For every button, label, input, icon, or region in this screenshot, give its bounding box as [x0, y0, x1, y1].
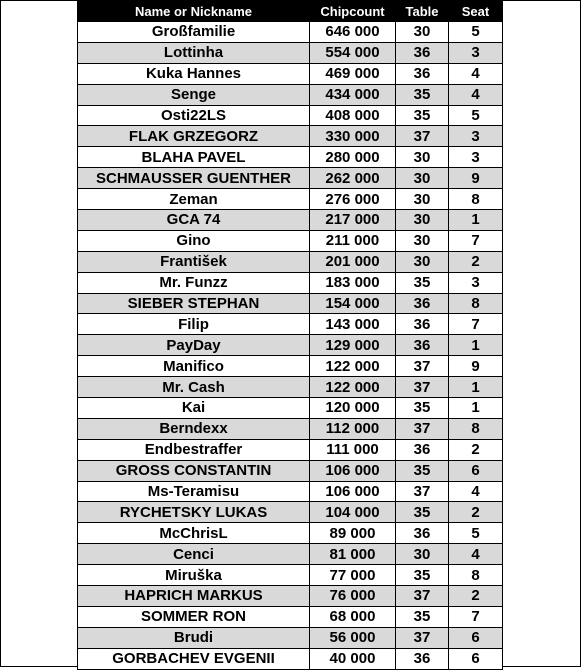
header-seat: Seat: [449, 2, 503, 22]
table-row: [78, 586, 503, 607]
table-row: [78, 606, 503, 627]
seat-number-cell: 5: [449, 105, 503, 126]
table-row: [78, 398, 503, 419]
table-number-cell: 36: [396, 439, 449, 460]
chipcount-cell: 106 000: [310, 460, 396, 481]
table-number-cell: 30: [396, 210, 449, 231]
table-number-cell: 37: [396, 126, 449, 147]
table-number-cell: 36: [396, 63, 449, 84]
table-row: [78, 565, 503, 586]
chipcount-cell: 89 000: [310, 523, 396, 544]
table-number-cell: 30: [396, 251, 449, 272]
player-name-cell: SOMMER RON: [78, 606, 310, 627]
chipcount-cell: 554 000: [310, 42, 396, 63]
seat-number-cell: 5: [449, 22, 503, 43]
table-row: [78, 230, 503, 251]
table-row: [78, 523, 503, 544]
player-name-cell: PayDay: [78, 335, 310, 356]
chipcount-cell: 201 000: [310, 251, 396, 272]
player-name-cell: Großfamilie: [78, 22, 310, 43]
seat-number-cell: 5: [449, 523, 503, 544]
seat-number-cell: 7: [449, 314, 503, 335]
table-row: [78, 627, 503, 648]
seat-number-cell: 9: [449, 356, 503, 377]
table-number-cell: 30: [396, 189, 449, 210]
seat-number-cell: 2: [449, 251, 503, 272]
chipcount-cell: 280 000: [310, 147, 396, 168]
chipcount-cell: 129 000: [310, 335, 396, 356]
table-number-cell: 37: [396, 356, 449, 377]
table-row: [78, 22, 503, 43]
seat-number-cell: 1: [449, 335, 503, 356]
table-number-cell: 30: [396, 230, 449, 251]
table-number-cell: 36: [396, 335, 449, 356]
player-name-cell: RYCHETSKY LUKAS: [78, 502, 310, 523]
player-name-cell: Kuka Hannes: [78, 63, 310, 84]
chipcount-cell: 408 000: [310, 105, 396, 126]
player-name-cell: FLAK GRZEGORZ: [78, 126, 310, 147]
chipcount-cell: 81 000: [310, 544, 396, 565]
seat-number-cell: 4: [449, 481, 503, 502]
table-row: [78, 168, 503, 189]
seat-number-cell: 8: [449, 418, 503, 439]
table-row: [78, 105, 503, 126]
player-name-cell: GORBACHEV EVGENII: [78, 648, 310, 669]
player-name-cell: Filip: [78, 314, 310, 335]
player-name-cell: Brudi: [78, 627, 310, 648]
table-row: [78, 84, 503, 105]
table-number-cell: 37: [396, 418, 449, 439]
seat-number-cell: 6: [449, 648, 503, 669]
table-row: [78, 439, 503, 460]
table-row: [78, 210, 503, 231]
player-name-cell: Senge: [78, 84, 310, 105]
chipcount-cell: 434 000: [310, 84, 396, 105]
seat-number-cell: 3: [449, 126, 503, 147]
table-number-cell: 30: [396, 22, 449, 43]
table-row: [78, 147, 503, 168]
table-row: [78, 481, 503, 502]
chipcount-cell: 183 000: [310, 272, 396, 293]
header-table: Table: [396, 2, 449, 22]
player-name-cell: SCHMAUSSER GUENTHER: [78, 168, 310, 189]
seat-number-cell: 8: [449, 293, 503, 314]
player-name-cell: Cenci: [78, 544, 310, 565]
seat-number-cell: 3: [449, 42, 503, 63]
table-row: [78, 544, 503, 565]
player-name-cell: McChrisL: [78, 523, 310, 544]
table-row: [78, 418, 503, 439]
seat-number-cell: 2: [449, 439, 503, 460]
table-number-cell: 35: [396, 84, 449, 105]
header-chipcount: Chipcount: [310, 2, 396, 22]
table-row: [78, 502, 503, 523]
table-row: [78, 251, 503, 272]
table-number-cell: 30: [396, 168, 449, 189]
player-name-cell: Ms-Teramisu: [78, 481, 310, 502]
seat-number-cell: 1: [449, 398, 503, 419]
table-body: [78, 22, 503, 670]
chipcount-cell: 211 000: [310, 230, 396, 251]
table-number-cell: 35: [396, 105, 449, 126]
table-row: [78, 460, 503, 481]
chipcount-cell: 68 000: [310, 606, 396, 627]
table-number-cell: 35: [396, 565, 449, 586]
chipcount-cell: 122 000: [310, 377, 396, 398]
player-name-cell: Gino: [78, 230, 310, 251]
seat-number-cell: 2: [449, 502, 503, 523]
chipcount-cell: 104 000: [310, 502, 396, 523]
seat-number-cell: 9: [449, 168, 503, 189]
chipcount-table: [77, 1, 503, 670]
table-header: [78, 2, 503, 22]
seat-number-cell: 8: [449, 565, 503, 586]
seat-number-cell: 1: [449, 377, 503, 398]
player-name-cell: Lottinha: [78, 42, 310, 63]
table-row: [78, 189, 503, 210]
header-name: Name or Nickname: [78, 2, 310, 22]
chipcount-cell: 330 000: [310, 126, 396, 147]
player-name-cell: Osti22LS: [78, 105, 310, 126]
chipcount-cell: 143 000: [310, 314, 396, 335]
player-name-cell: Mr. Cash: [78, 377, 310, 398]
table-number-cell: 37: [396, 627, 449, 648]
table-number-cell: 35: [396, 606, 449, 627]
player-name-cell: Zeman: [78, 189, 310, 210]
table-row: [78, 63, 503, 84]
chipcount-cell: 120 000: [310, 398, 396, 419]
table-row: [78, 314, 503, 335]
table-row: [78, 272, 503, 293]
table-number-cell: 37: [396, 481, 449, 502]
player-name-cell: Endbestraffer: [78, 439, 310, 460]
seat-number-cell: 4: [449, 84, 503, 105]
table-row: [78, 293, 503, 314]
chipcount-cell: 56 000: [310, 627, 396, 648]
chipcount-cell: 122 000: [310, 356, 396, 377]
seat-number-cell: 4: [449, 63, 503, 84]
table-number-cell: 30: [396, 147, 449, 168]
chipcount-cell: 106 000: [310, 481, 396, 502]
player-name-cell: GCA 74: [78, 210, 310, 231]
chipcount-cell: 112 000: [310, 418, 396, 439]
chipcount-cell: 40 000: [310, 648, 396, 669]
chipcount-cell: 77 000: [310, 565, 396, 586]
table-number-cell: 37: [396, 586, 449, 607]
table-number-cell: 37: [396, 377, 449, 398]
chipcount-cell: 111 000: [310, 439, 396, 460]
table-number-cell: 35: [396, 502, 449, 523]
table-row: [78, 42, 503, 63]
table-number-cell: 36: [396, 42, 449, 63]
seat-number-cell: 7: [449, 606, 503, 627]
header-row: [78, 2, 503, 22]
chipcount-cell: 217 000: [310, 210, 396, 231]
seat-number-cell: 6: [449, 627, 503, 648]
seat-number-cell: 3: [449, 147, 503, 168]
table-number-cell: 36: [396, 648, 449, 669]
player-name-cell: František: [78, 251, 310, 272]
table-row: [78, 126, 503, 147]
table-row: [78, 377, 503, 398]
player-name-cell: BLAHA PAVEL: [78, 147, 310, 168]
seat-number-cell: 7: [449, 230, 503, 251]
seat-number-cell: 2: [449, 586, 503, 607]
chipcount-cell: 646 000: [310, 22, 396, 43]
seat-number-cell: 1: [449, 210, 503, 231]
seat-number-cell: 8: [449, 189, 503, 210]
player-name-cell: Berndexx: [78, 418, 310, 439]
table-row: [78, 335, 503, 356]
table-row: [78, 648, 503, 669]
player-name-cell: GROSS CONSTANTIN: [78, 460, 310, 481]
player-name-cell: Manifico: [78, 356, 310, 377]
chipcount-cell: 262 000: [310, 168, 396, 189]
player-name-cell: Mr. Funzz: [78, 272, 310, 293]
player-name-cell: HAPRICH MARKUS: [78, 586, 310, 607]
table-number-cell: 35: [396, 272, 449, 293]
table-number-cell: 36: [396, 293, 449, 314]
table-number-cell: 36: [396, 314, 449, 335]
table-row: [78, 356, 503, 377]
player-name-cell: SIEBER STEPHAN: [78, 293, 310, 314]
table-number-cell: 36: [396, 523, 449, 544]
player-name-cell: Kai: [78, 398, 310, 419]
chipcount-cell: 154 000: [310, 293, 396, 314]
chipcount-cell: 469 000: [310, 63, 396, 84]
chipcount-cell: 76 000: [310, 586, 396, 607]
seat-number-cell: 6: [449, 460, 503, 481]
player-name-cell: Miruška: [78, 565, 310, 586]
table-number-cell: 35: [396, 460, 449, 481]
chipcount-cell: 276 000: [310, 189, 396, 210]
seat-number-cell: 4: [449, 544, 503, 565]
seat-number-cell: 3: [449, 272, 503, 293]
table-number-cell: 30: [396, 544, 449, 565]
table-number-cell: 35: [396, 398, 449, 419]
